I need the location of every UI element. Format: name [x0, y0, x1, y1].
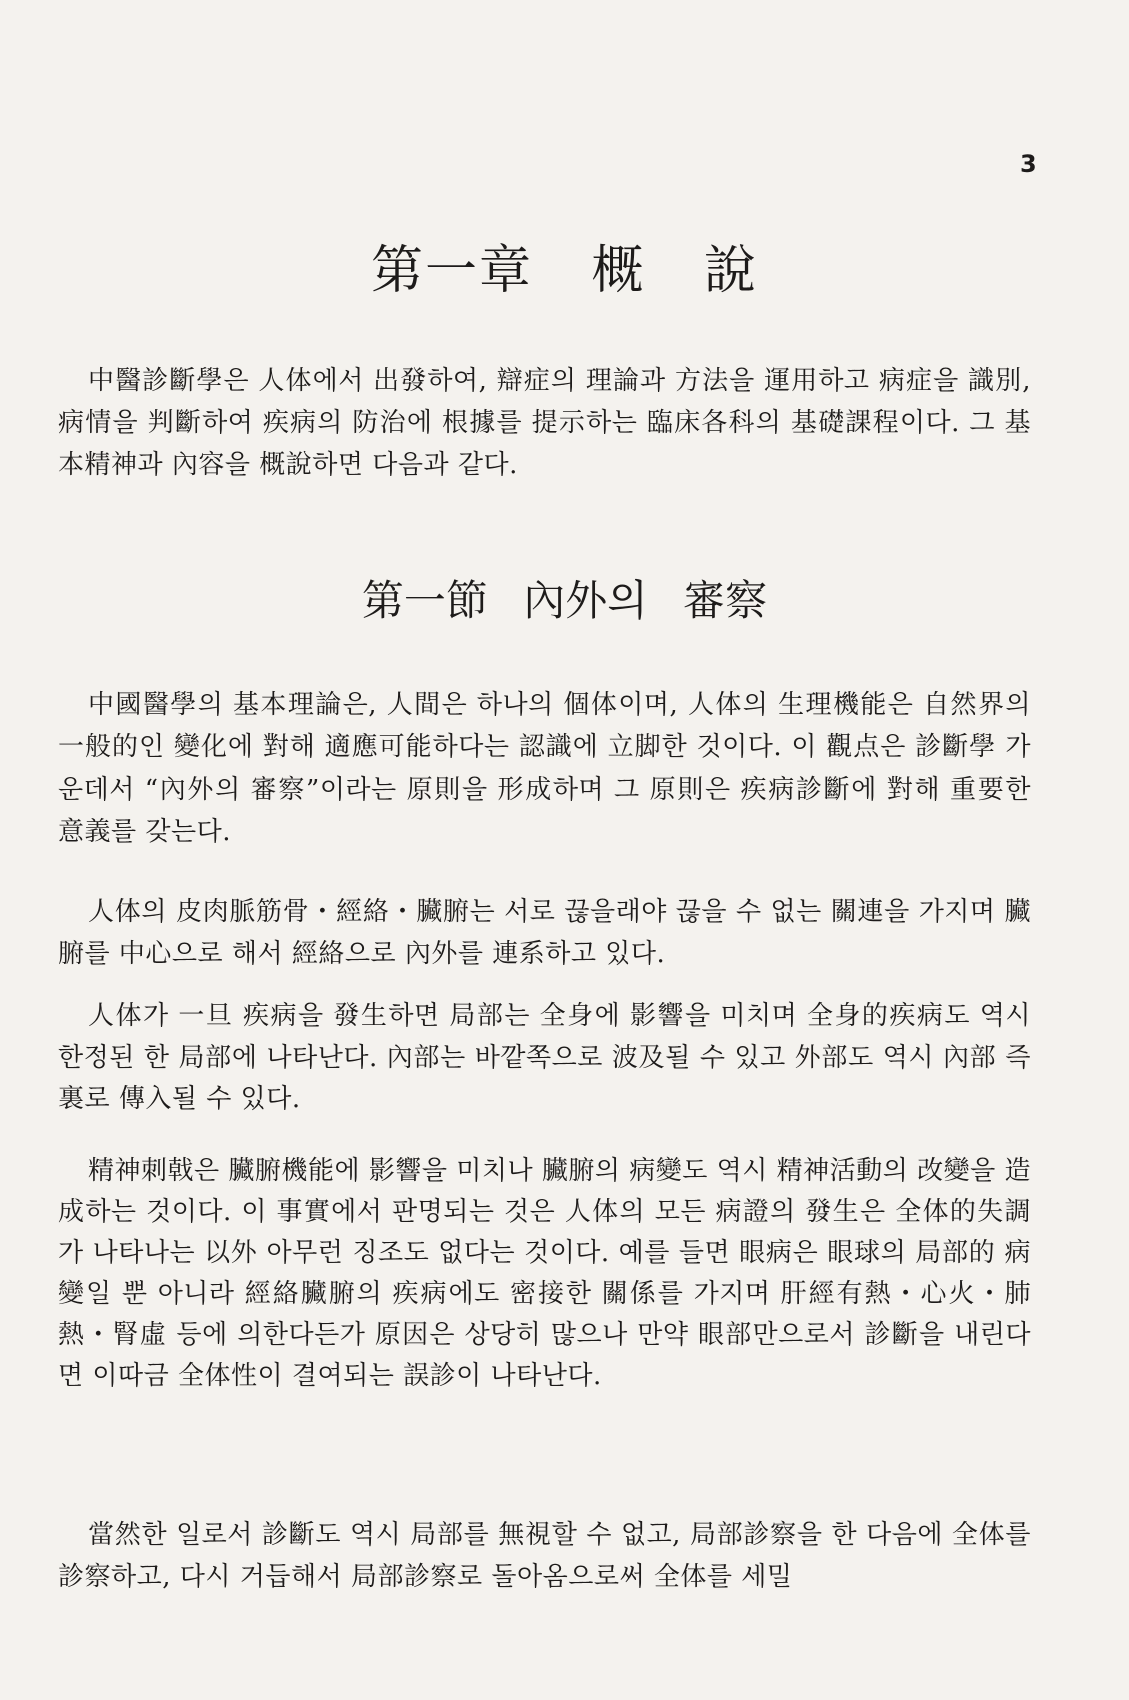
body-paragraph: 中國醫學의 基本理論은, 人間은 하나의 個体이며, 人体의 生理機能은 自然界의 一般的인 變化에 對해 適應可能하다는 認識에 立脚한 것이다. 이 觀点은 診斷學 가운데서 “內外의 審察”이라는 原則을 形成하며 그 原則은 疾病診斷에 對해 重要한 意義를 갖는다. [58, 690, 1031, 848]
chapter-title: 第一章 概 說 [370, 241, 759, 301]
body-paragraph: 人体의 皮肉脈筋骨・經絡・臟腑는 서로 끊을래야 끊을 수 없는 關連을 가지며 臟腑를 中心으로 해서 經絡으로 內外를 連系하고 있다. [58, 897, 1031, 969]
body-paragraph: 人体가 一旦 疾病을 發生하면 局部는 全身에 影響을 미치며 全身的疾病도 역시 한정된 한 局部에 나타난다. 內部는 바깥쪽으로 波及될 수 있고 外部도 역시 內部 즉 裏로 傳入될 수 있다. [58, 1001, 1031, 1115]
body-paragraph: 當然한 일로서 診斷도 역시 局部를 無視할 수 없고, 局部診察을 한 다음에 全体를 診察하고, 다시 거듭해서 局部診察로 돌아옴으로써 全体를 세밀 [58, 1520, 1031, 1593]
section-title: 第一節 內外의 審察 [361, 576, 768, 625]
body-paragraph: 精神刺戟은 臟腑機能에 影響을 미치나 臟腑의 病變도 역시 精神活動의 改變을 造成하는 것이다. 이 事實에서 판명되는 것은 人体의 모든 病證의 發生은 全体的失調가 나타나는 以外 아무런 징조도 없다는 것이다. 예를 들면 眼病은 眼球의 局部的 病變일 뿐 아니라 經絡臟腑의 疾病에도 密接한 關係를 가지며 肝經有熱・心火・肺熱・腎虛 등에 의한다든가 原因은 상당히 많으나 만약 眼部만으로서 診斷을 내린다면 이따금 全体性이 결여되는 誤診이 나타난다. [58, 1156, 1031, 1392]
page-number: 3 [1020, 150, 1037, 178]
intro-paragraph: 中醫診斷學은 人体에서 出發하여, 辯症의 理論과 方法을 運用하고 病症을 識別, 病情을 判斷하여 疾病의 防治에 根據를 提示하는 臨床各科의 基礎課程이다. 그 基本精神과 內容을 概說하면 다음과 같다. [58, 366, 1031, 481]
